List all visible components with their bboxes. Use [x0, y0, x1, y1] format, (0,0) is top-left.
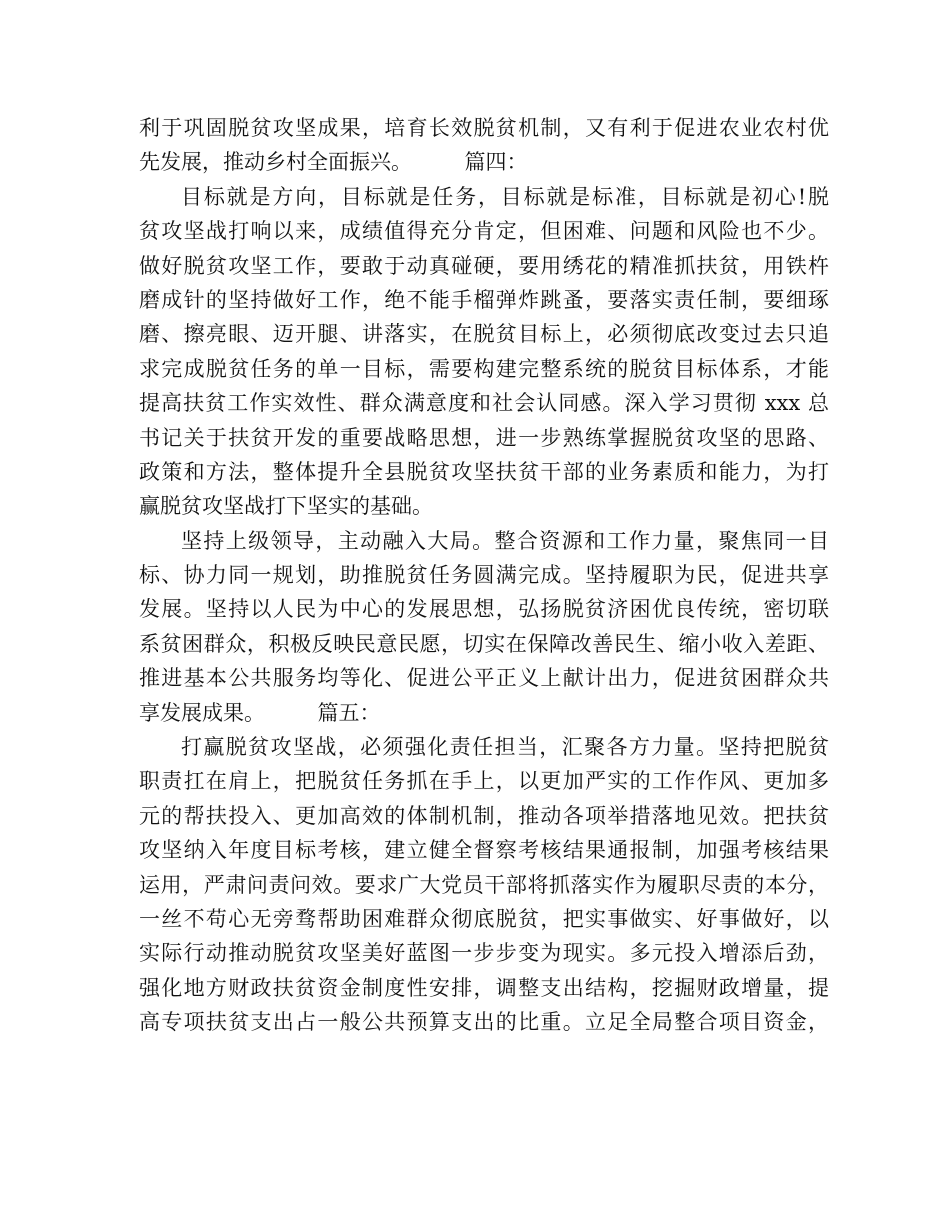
body-text-line: 一丝不苟心无旁骛帮助困难群众彻底脱贫，把实事做实、好事做好，以 [139, 906, 829, 931]
body-text-line: 磨、擦亮眼、迈开腿、讲落实，在脱贫目标上，必须彻底改变过去只追 [139, 322, 829, 347]
body-text-line: 贫攻坚战打响以来，成绩值得充分肯定，但困难、问题和风险也不少。 [139, 219, 829, 244]
document-body [139, 111, 829, 1040]
body-text-line: 发展。坚持以人民为中心的发展思想，弘扬脱贫济困优良传统，密切联 [139, 597, 829, 622]
body-text-line: 打赢脱贫攻坚战，必须强化责任担当，汇聚各方力量。坚持把脱贫 [181, 735, 829, 760]
body-text-line: 书记关于扶贫开发的重要战略思想，进一步熟练掌握脱贫攻坚的思路、 [139, 425, 829, 450]
body-text-line: 磨成针的坚持做好工作，绝不能手榴弹炸跳蚤，要落实责任制，要细琢 [139, 287, 829, 312]
body-text-line: 实际行动推动脱贫攻坚美好蓝图一步步变为现实。多元投入增添后劲， [139, 941, 829, 966]
body-text-line: 推进基本公共服务均等化、促进公平正义上献计出力，促进贫困群众共 [139, 666, 829, 691]
body-text-line: 赢脱贫攻坚战打下坚实的基础。 [139, 494, 433, 519]
body-text-line: 运用，严肃问责问效。要求广大党员干部将抓落实作为履职尽责的本分， [139, 872, 829, 897]
body-text-line: 做好脱贫攻坚工作，要敢于动真碰硬，要用绣花的精准抓扶贫，用铁杵 [139, 253, 829, 278]
body-text-line: 政策和方法，整体提升全县脱贫攻坚扶贫干部的业务素质和能力，为打 [139, 459, 829, 484]
body-text-line: 元的帮扶投入、更加高效的体制机制，推动各项举措落地见效。把扶贫 [139, 803, 829, 828]
body-text-line: 系贫困群众，积极反映民意民愿，切实在保障改善民生、缩小收入差距、 [139, 631, 829, 656]
body-text-line: 攻坚纳入年度目标考核，建立健全督察考核结果通报制，加强考核结果 [139, 838, 829, 863]
body-text-line: 目标就是方向，目标就是任务，目标就是标准，目标就是初心!脱 [181, 184, 829, 209]
body-text-line: 职责扛在肩上，把脱贫任务抓在手上，以更加严实的工作作风、更加多 [139, 769, 829, 794]
body-text-line: 坚持上级领导，主动融入大局。整合资源和工作力量，聚焦同一目 [181, 528, 829, 553]
body-text-line: 高专项扶贫支出占一般公共预算支出的比重。立足全局整合项目资金， [139, 1010, 829, 1035]
body-text-line: 先发展，推动乡村全面振兴。 篇四： [139, 150, 528, 175]
body-text-line: 提高扶贫工作实效性、群众满意度和社会认同感。深入学习贯彻 xxx 总 [139, 391, 829, 416]
body-text-line: 强化地方财政扶贫资金制度性安排，调整支出结构，挖掘财政增量，提 [139, 975, 829, 1000]
body-text-line: 求完成脱贫任务的单一目标，需要构建完整系统的脱贫目标体系，才能 [139, 356, 829, 381]
body-text-line: 标、协力同一规划，助推脱贫任务圆满完成。坚持履职为民，促进共享 [139, 563, 829, 588]
body-text-line: 享发展成果。 篇五： [139, 700, 381, 725]
body-text-line: 利于巩固脱贫攻坚成果，培育长效脱贫机制，又有利于促进农业农村优 [139, 116, 829, 140]
